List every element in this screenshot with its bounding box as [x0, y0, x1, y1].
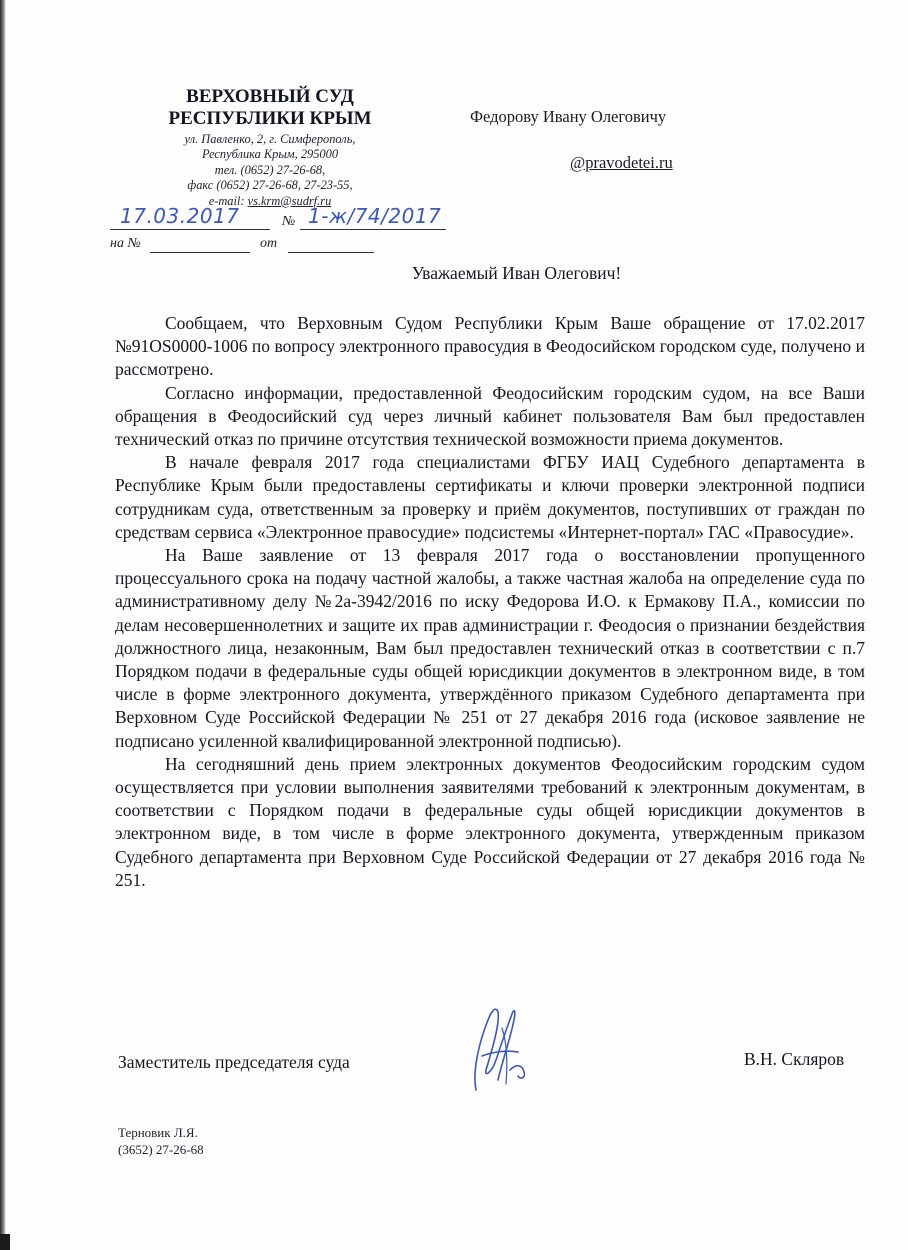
body-paragraph: На сегодняшний день прием электронных документов Феодосийским городским судом осуществляется при условии выполнения заявителями требований к электронным документам, в соответствии с Порядком подачи в федеральные суды общей юрисдикции документов в электронном виде, в том числе в форме электронного документа, утвержденным приказом Судебного департамента при Верховном Суде Российской Федерации от 27 декабря 2016 года № 251. [115, 753, 865, 890]
letterhead [150, 86, 390, 209]
court-fax: факс (0652) 27-26-68, 27-23-55, [187, 178, 353, 193]
scan-left-edge [0, 0, 6, 1250]
reply-number-blank [150, 252, 250, 253]
address-region: Республика Крым, 295000 [201, 147, 339, 162]
handwritten-number: 1-ж/74/2017 [308, 204, 442, 228]
court-email: vs.krm@sudrf.ru [247, 193, 332, 208]
body-paragraph: На Ваше заявление от 13 февраля 2017 года о восстановлении пропущенного процессуального срока на подачу частной жалобы, а также частная жалоба на определение суда по административному делу №2а-3942/2016 по иску Федорова И.О. к Ермакову П.А., комиссии по делам несовершеннолетних и защите их прав администрации г. Феодосия о признании бездействия должностного лица, незаконным, Вам был предоставлен технический отказ в соответствии с п.7 Порядком подачи в федеральные суды общей юрисдикции документов в электронном виде, в том числе в форме электронного документа, утверждённого приказом Судебного департамента при Верховном Суде Российской Федерации № 251 от 27 декабря 2016 года (исковое заявление не подписано усиленной квалифицированной электронной подписью). [115, 545, 865, 751]
number-sign: № [282, 214, 296, 229]
handwritten-signature [462, 1000, 532, 1096]
body-paragraph: В начале февраля 2017 года специалистами ФГБУ ИАЦ Судебного департамента в Республике Крым были предоставлены сертификаты и ключи проверки электронной подписи сотрудникам суда, ответственным за проверку и приём документов, поступивших от граждан по средствам сервиса «Электронное правосудие» подсистемы «Интернет-портал» ГАС «Правосудие». [115, 452, 865, 542]
executor-info [118, 1124, 204, 1158]
reply-to-label: на № [110, 236, 141, 251]
court-address [150, 132, 390, 209]
reply-to-registration [110, 236, 470, 258]
handwritten-date: 17.03.2017 [120, 204, 240, 228]
number-underline [300, 229, 446, 230]
court-name-line1: ВЕРХОВНЫЙ СУД [186, 86, 354, 107]
from-label: от [260, 236, 278, 251]
executor-name: Терновик Л.Я. [118, 1125, 198, 1140]
salutation: Уважаемый Иван Олегович! [411, 263, 622, 283]
email-prefix: e-mail: [208, 193, 248, 208]
letter-body [115, 312, 865, 892]
court-phone: тел. (0652) 27-26-68, [214, 162, 326, 177]
body-paragraph: Согласно информации, предоставленной Феодосийским городским судом, на все Ваши обращения в Феодосийский суд через личный кабинет пользователя Вам был предоставлен технический отказ по причине отсутствия технической возможности приема документов. [115, 382, 865, 450]
body-paragraph: Сообщаем, что Верховным Судом Республики Крым Ваше обращение от 17.02.2017 №91OS0000-1006 по вопросу электронного правосудия в Феодосийском городском суде, получено и рассмотрено. [115, 313, 865, 380]
reply-date-blank [288, 252, 374, 253]
recipient-name: Федорову Ивану Олеговичу [470, 107, 667, 126]
scan-corner-mark [0, 1234, 10, 1250]
outgoing-registration [110, 204, 470, 234]
address-street: ул. Павленко, 2, г. Симферополь, [184, 132, 356, 146]
signatory-title: Заместитель председателя суда [118, 1052, 350, 1072]
date-underline [110, 229, 270, 230]
recipient-email: @pravodetei.ru [570, 153, 673, 172]
court-name-line2: РЕСПУБЛИКИ КРЫМ [168, 108, 372, 129]
signatory-name: В.Н. Скляров [744, 1049, 845, 1069]
executor-phone: (3652) 27-26-68 [118, 1142, 204, 1157]
